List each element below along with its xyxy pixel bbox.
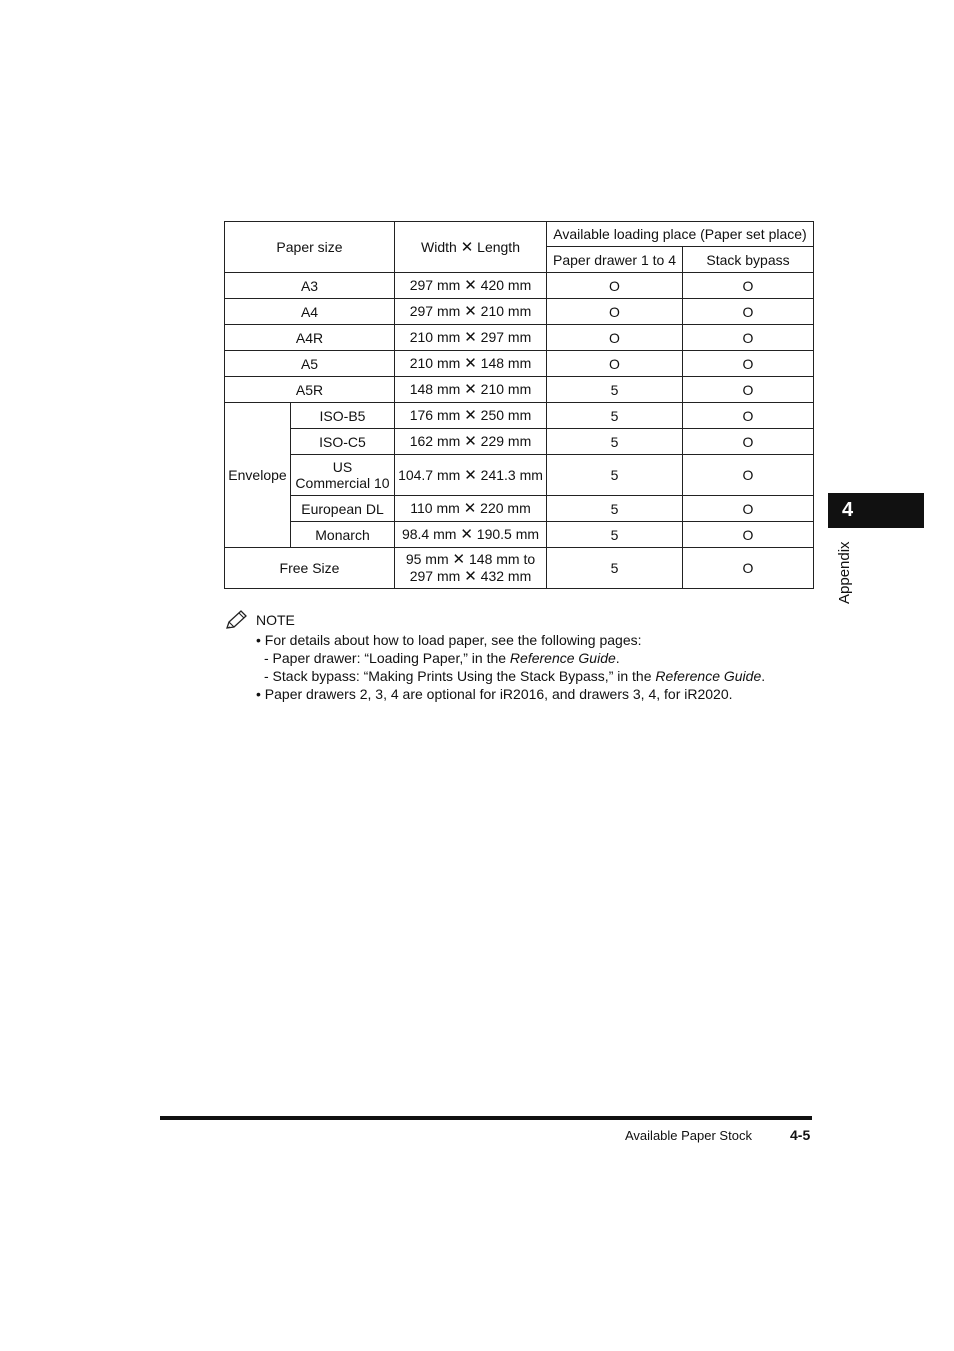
cell-drawer: O: [547, 351, 683, 377]
cell-bypass: O: [683, 403, 814, 429]
cell-drawer: 5: [547, 403, 683, 429]
table-row: [225, 403, 814, 429]
cell-drawer: O: [547, 299, 683, 325]
table-row: [225, 429, 814, 455]
table-row: [225, 299, 814, 325]
note-sub-item: - Paper drawer: “Loading Paper,” in the Reference Guide.: [264, 650, 620, 666]
cell-bypass: O: [683, 377, 814, 403]
table-row: [225, 351, 814, 377]
note-sub-item: - Stack bypass: “Making Prints Using the Stack Bypass,” in the Reference Guide.: [264, 668, 766, 684]
cell-dimensions: 297 mm ✕ 420 mm: [395, 273, 547, 299]
cell-bypass: O: [683, 429, 814, 455]
table-row: [225, 522, 814, 548]
cell-drawer: 5: [547, 522, 683, 548]
cell-bypass: O: [683, 273, 814, 299]
cell-bypass: O: [683, 496, 814, 522]
cell-bypass: O: [683, 351, 814, 377]
paper-size-table: [224, 221, 814, 589]
table-row: [225, 377, 814, 403]
cell-dimensions: 162 mm ✕ 229 mm: [395, 429, 547, 455]
cell-bypass: O: [683, 325, 814, 351]
table-row: [225, 455, 814, 496]
table-row: [225, 548, 814, 589]
cell-dimensions: 104.7 mm ✕ 241.3 mm: [395, 455, 547, 496]
page-number: 4-5: [790, 1127, 811, 1143]
cell-size: US Commercial 10: [291, 455, 395, 496]
cell-dimensions: 98.4 mm ✕ 190.5 mm: [395, 522, 547, 548]
header-paper-size: Paper size: [225, 222, 395, 273]
cell-envelope-group: Envelope: [225, 403, 291, 548]
cell-dimensions: 95 mm ✕ 148 mm to 297 mm ✕ 432 mm: [395, 548, 547, 589]
cell-dimensions: 297 mm ✕ 210 mm: [395, 299, 547, 325]
cell-drawer: 5: [547, 377, 683, 403]
header-paper-drawer: Paper drawer 1 to 4: [547, 247, 683, 273]
cell-bypass: O: [683, 299, 814, 325]
cell-dimensions: 210 mm ✕ 148 mm: [395, 351, 547, 377]
table-row: [225, 496, 814, 522]
cell-drawer: 5: [547, 429, 683, 455]
cell-dimensions: 148 mm ✕ 210 mm: [395, 377, 547, 403]
chapter-tab: 4: [828, 493, 924, 528]
cell-bypass: O: [683, 522, 814, 548]
cell-drawer: 5: [547, 455, 683, 496]
note-list: [256, 631, 816, 703]
cell-size: A4R: [225, 325, 395, 351]
footer-rule: [160, 1116, 812, 1120]
cell-drawer: 5: [547, 548, 683, 589]
header-stack-bypass: Stack bypass: [683, 247, 814, 273]
cell-dimensions: 176 mm ✕ 250 mm: [395, 403, 547, 429]
cell-size: European DL: [291, 496, 395, 522]
section-side-label: Appendix: [836, 541, 853, 604]
cell-dimensions: 110 mm ✕ 220 mm: [395, 496, 547, 522]
note-header: [224, 609, 295, 631]
cell-bypass: O: [683, 455, 814, 496]
cell-size: A3: [225, 273, 395, 299]
cell-drawer: 5: [547, 496, 683, 522]
cell-size: Free Size: [225, 548, 395, 589]
footer-title: Available Paper Stock: [625, 1128, 752, 1143]
cell-size: ISO-B5: [291, 403, 395, 429]
cell-bypass: O: [683, 548, 814, 589]
note-bullet: • For details about how to load paper, see the following pages:: [256, 632, 642, 648]
note-title: NOTE: [256, 612, 295, 628]
cell-size: ISO-C5: [291, 429, 395, 455]
cell-size: A5: [225, 351, 395, 377]
cell-drawer: O: [547, 273, 683, 299]
note-bullet: • Paper drawers 2, 3, 4 are optional for iR2016, and drawers 3, 4, for iR2020.: [256, 686, 733, 702]
cell-size: Monarch: [291, 522, 395, 548]
cell-dimensions: 210 mm ✕ 297 mm: [395, 325, 547, 351]
table-row: [225, 273, 814, 299]
header-available-place: Available loading place (Paper set place): [547, 222, 814, 247]
header-width-length: Width ✕ Length: [395, 222, 547, 273]
table-row: [225, 325, 814, 351]
cell-drawer: O: [547, 325, 683, 351]
pencil-icon: [224, 609, 248, 631]
cell-size: A5R: [225, 377, 395, 403]
cell-size: A4: [225, 299, 395, 325]
